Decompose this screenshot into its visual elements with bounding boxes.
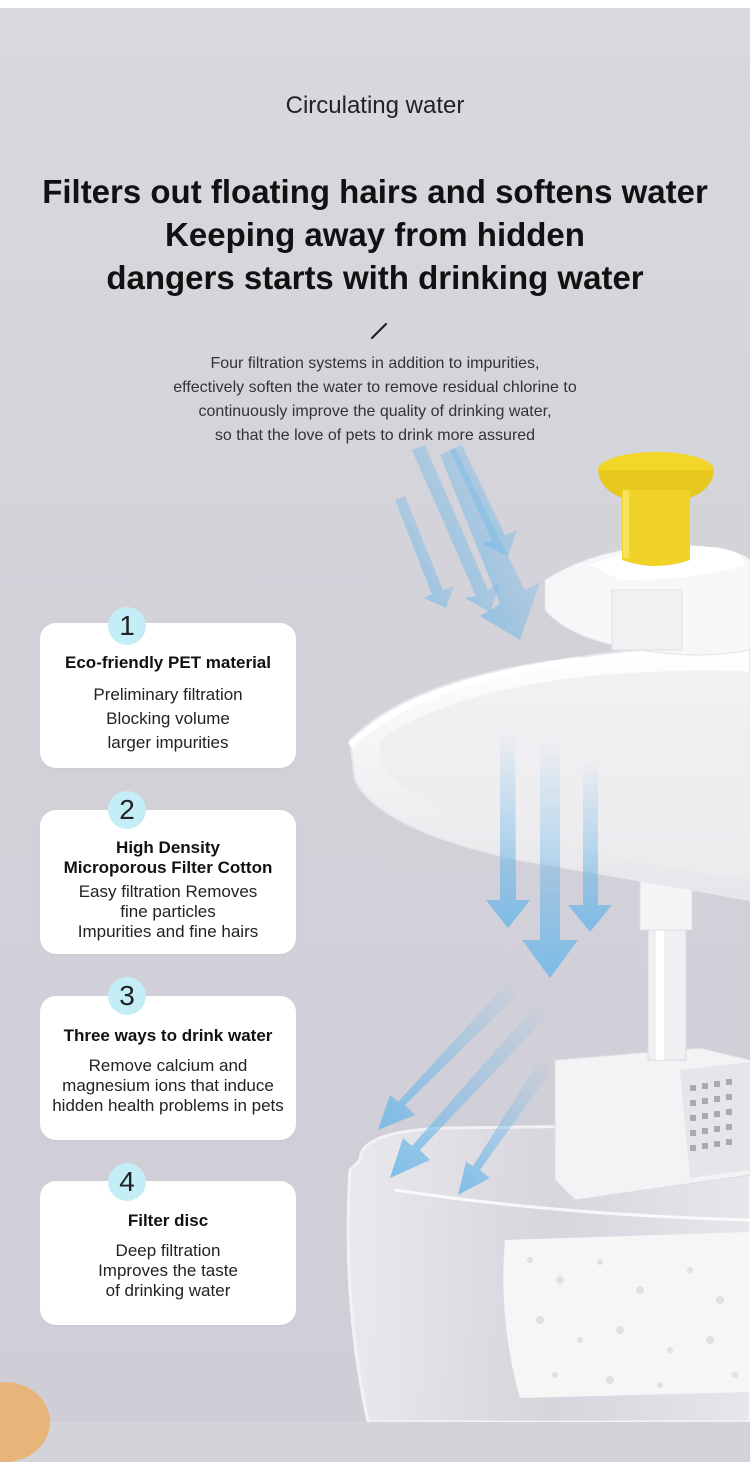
- step-badge-4: 4: [108, 1163, 146, 1201]
- card-title: [40, 1211, 296, 1231]
- feature-card-filter-disc: [40, 1181, 296, 1325]
- headline-line: Filters out floating hairs and softens water: [42, 173, 708, 210]
- card-body: [40, 1056, 296, 1116]
- description-line: so that the love of pets to drink more assured: [214, 427, 536, 444]
- headline-line: Keeping away from hidden: [165, 216, 585, 253]
- card-title-line: Eco-friendly PET material: [65, 653, 271, 672]
- description-line: Four filtration systems in addition to impurities,: [210, 355, 540, 372]
- section-eyebrow: Circulating water: [285, 92, 465, 119]
- step-badge-3: 3: [108, 977, 146, 1015]
- feature-card-cotton: [40, 810, 296, 954]
- card-body-line: Impurities and fine hairs: [77, 922, 259, 941]
- card-body-line: fine particles: [120, 902, 216, 921]
- card-body-line: larger impurities: [107, 733, 229, 752]
- card-body-line: of drinking water: [105, 1281, 231, 1300]
- step-badge-1: 1: [108, 607, 146, 645]
- card-title: [40, 653, 296, 673]
- feature-card-pet: [40, 623, 296, 768]
- feature-card-three-ways: [40, 996, 296, 1140]
- card-body-line: Improves the taste: [98, 1261, 238, 1280]
- card-title: [40, 1026, 296, 1046]
- card-body-line: magnesium ions that induce: [62, 1076, 274, 1095]
- card-body-line: Easy filtration Removes: [78, 882, 258, 901]
- card-body-line: Blocking volume: [106, 709, 230, 728]
- description: [100, 352, 650, 448]
- slash-divider-icon: [368, 320, 390, 342]
- card-body: [40, 882, 296, 942]
- step-badge-2: 2: [108, 791, 146, 829]
- card-body: [40, 683, 296, 755]
- card-body-line: hidden health problems in pets: [52, 1096, 284, 1115]
- foam-sponge: [503, 1232, 750, 1398]
- card-body-line: Remove calcium and: [88, 1056, 248, 1075]
- card-title-line: Microporous Filter Cotton: [63, 858, 273, 877]
- headline-line: dangers starts with drinking water: [106, 259, 644, 296]
- card-title: [40, 838, 296, 878]
- card-title-line: Three ways to drink water: [63, 1026, 273, 1045]
- headline: [20, 170, 730, 299]
- card-title-line: High Density: [116, 838, 220, 857]
- card-body-line: Preliminary filtration: [93, 685, 243, 704]
- description-line: effectively soften the water to remove residual chlorine to: [173, 379, 577, 396]
- card-body: [40, 1241, 296, 1301]
- pump-box: [555, 1048, 750, 1200]
- card-body-line: Deep filtration: [115, 1241, 221, 1260]
- description-line: continuously improve the quality of drinking water,: [198, 403, 552, 420]
- card-title-line: Filter disc: [127, 1211, 209, 1230]
